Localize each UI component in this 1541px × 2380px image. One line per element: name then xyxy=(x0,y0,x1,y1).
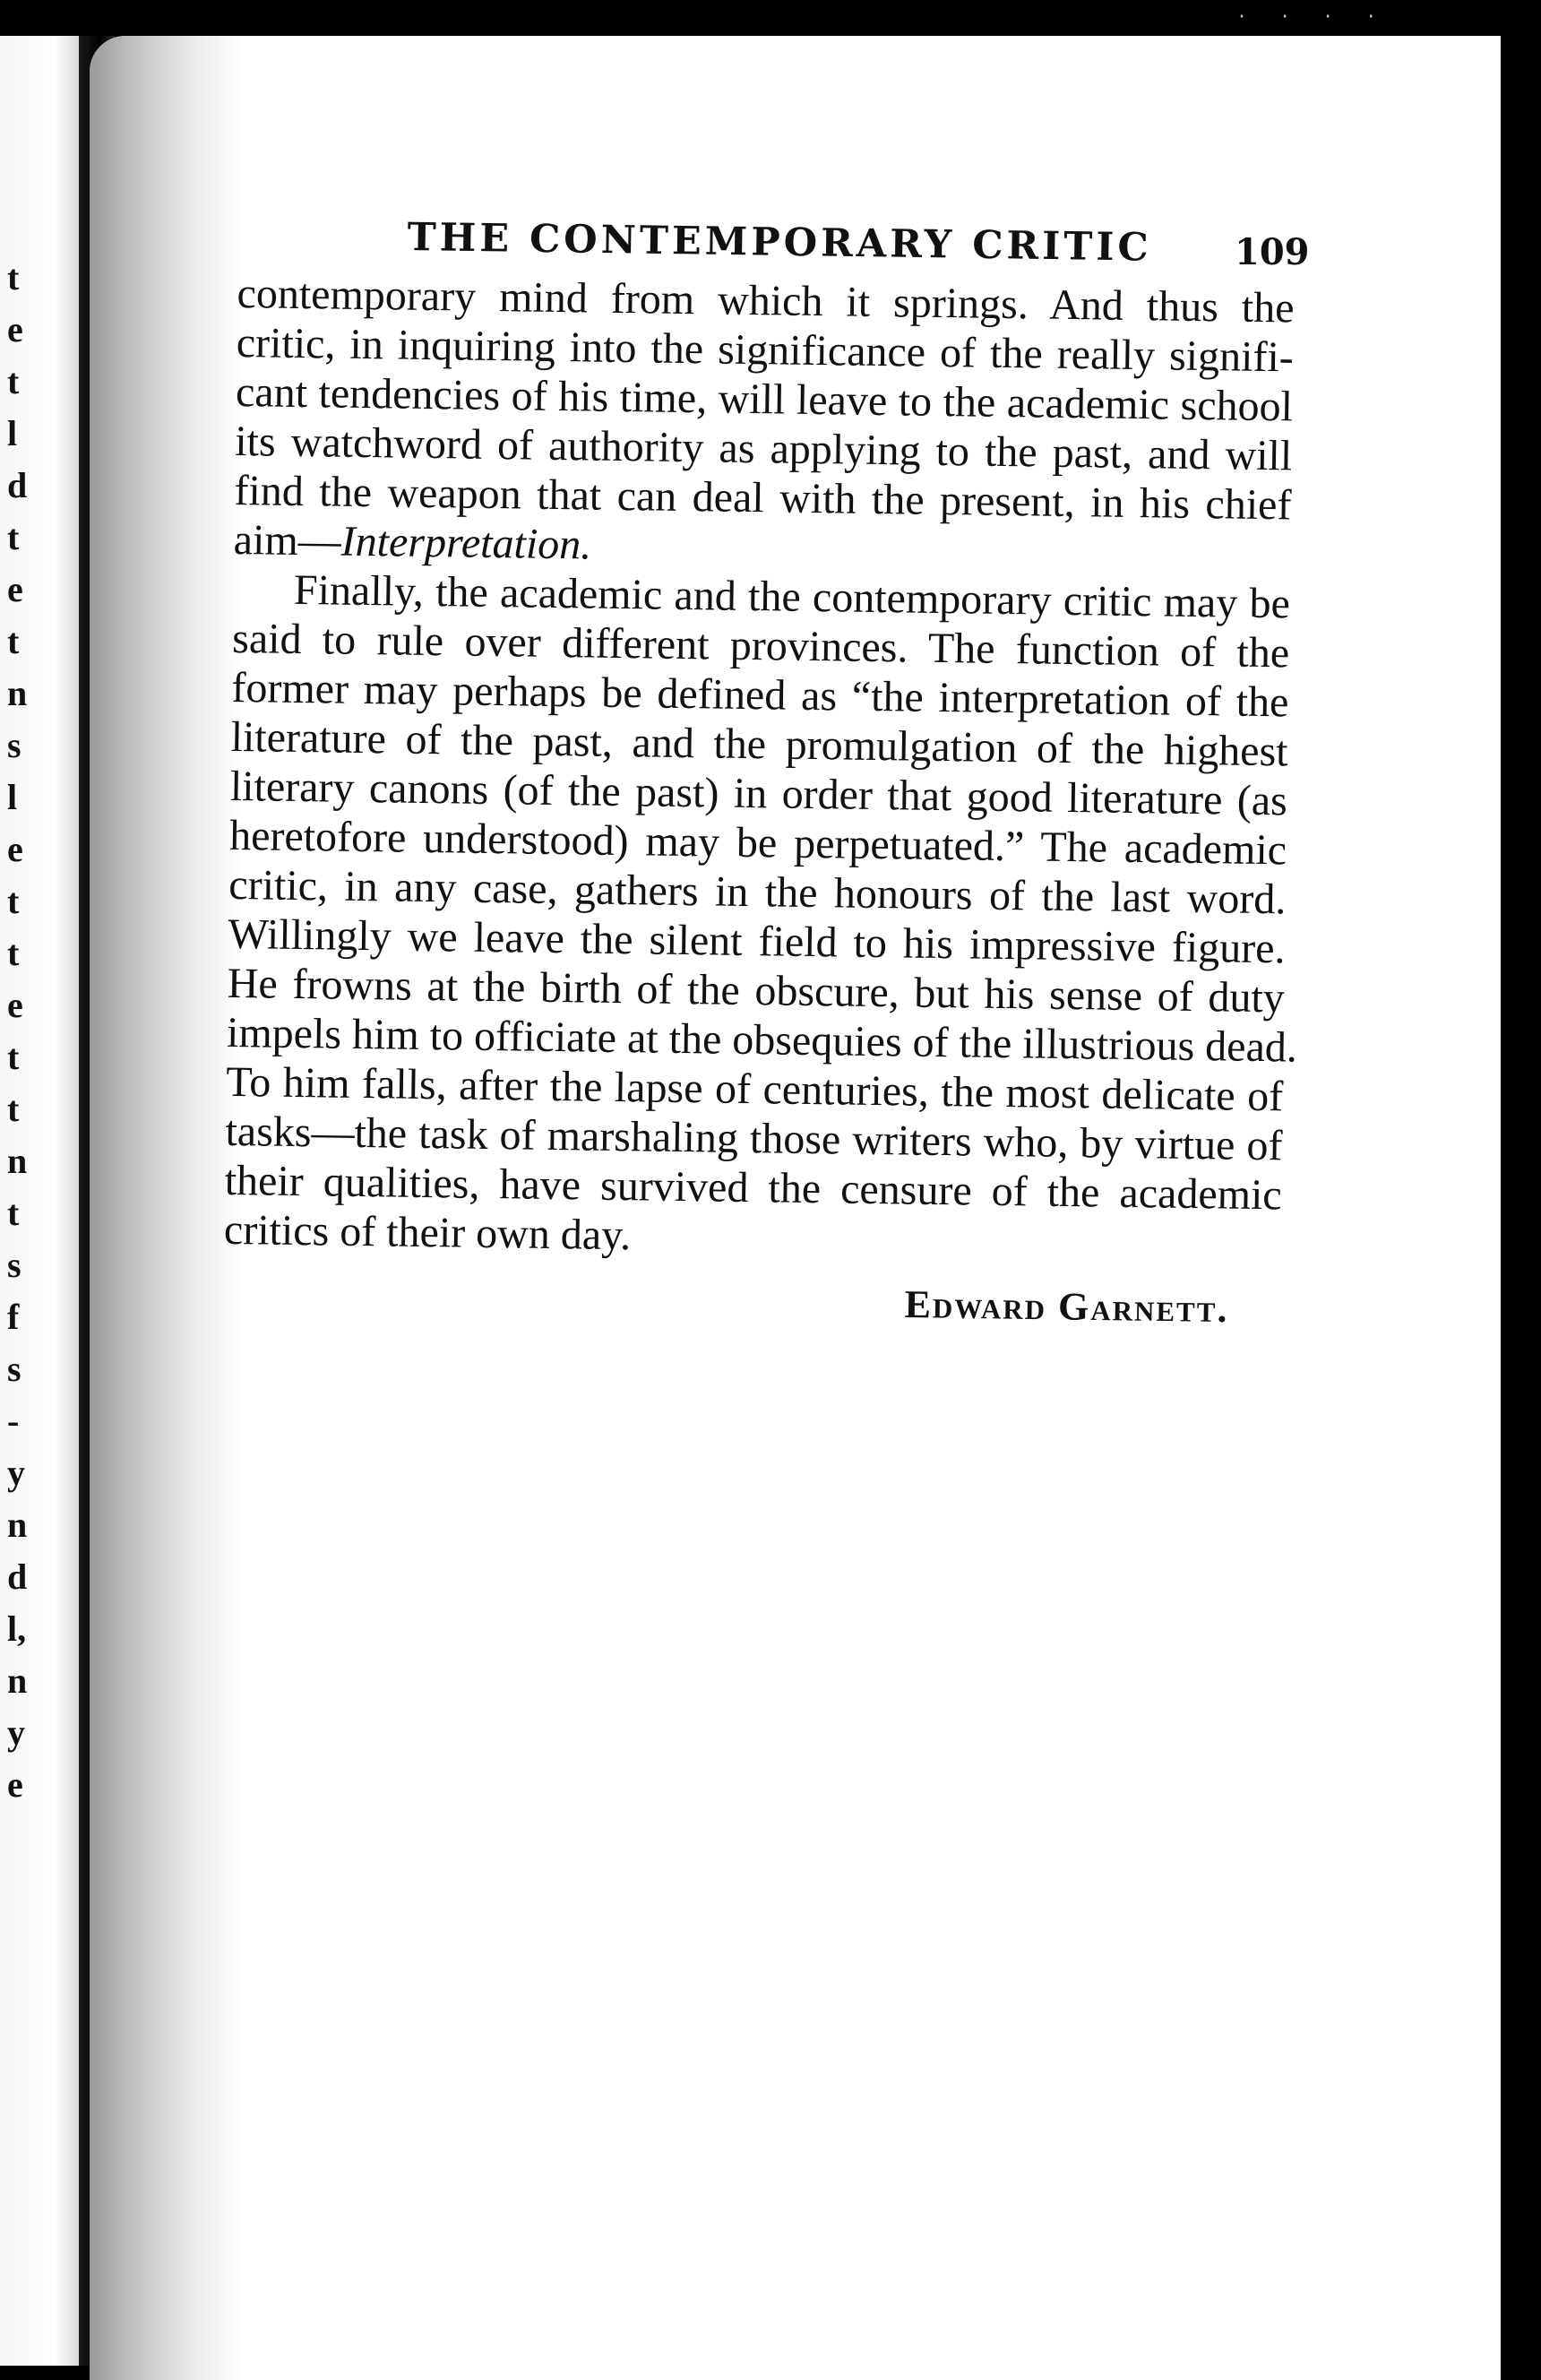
previous-page-letter: - xyxy=(7,1401,20,1441)
previous-page-letter: y xyxy=(7,1453,25,1493)
previous-page-letter: s xyxy=(7,1245,22,1285)
page-number: 109 xyxy=(1235,231,1310,273)
previous-page-letter: e xyxy=(7,829,23,869)
text-line: Finally, the academic and the contemporary critic may be xyxy=(293,565,1291,628)
previous-page-letter: n xyxy=(7,673,28,713)
author-signature: Edward Garnett. xyxy=(904,1281,1229,1332)
previous-page-letter: t xyxy=(7,257,20,298)
text-line: former may perhaps be defined as “the interpretation of the xyxy=(231,663,1289,727)
previous-page-letter: t xyxy=(7,1193,20,1233)
text-line: its watchword of authority as applying to the past, and will xyxy=(234,417,1293,480)
previous-page-letter: t xyxy=(7,361,20,401)
previous-page-letter: t xyxy=(7,881,20,921)
previous-page-letter: e xyxy=(7,309,23,349)
right-background-edge xyxy=(1501,54,1541,2380)
previous-page-letter: e xyxy=(7,569,23,609)
text-line: literature of the past, and the promulgation of the highest xyxy=(230,712,1288,776)
text-line: said to rule over different provinces. The function of the xyxy=(231,614,1290,677)
text-line: their qualities, have survived the censure of the academic xyxy=(224,1156,1283,1220)
running-header-title: THE CONTEMPORARY CRITIC xyxy=(407,215,1153,271)
previous-page-letter: l xyxy=(7,413,18,453)
previous-page-letter: l xyxy=(7,777,18,817)
previous-page-letter: e xyxy=(7,985,23,1025)
previous-page-letter: n xyxy=(7,1660,28,1701)
previous-page-letter: d xyxy=(7,465,28,505)
text-line: critic, in inquiring into the significance of the really signifi- xyxy=(236,318,1295,382)
text-line: Willingly we leave the silent field to his impressive figure. xyxy=(228,910,1286,973)
page-curl-shadow xyxy=(90,36,242,2380)
text-line-last: critics of their own day. xyxy=(223,1205,632,1260)
text-line: critic, in any case, gathers in the honours of the last word. xyxy=(228,860,1287,924)
text-line: He frowns at the birth of the obscure, but his sense of duty xyxy=(227,959,1286,1022)
previous-page-letter: t xyxy=(7,621,20,661)
body-text xyxy=(223,269,1298,1269)
text-line: heretofore understood) may be perpetuated.” The academic xyxy=(228,811,1287,875)
previous-page-letter: t xyxy=(7,1089,20,1129)
previous-page-letter: s xyxy=(7,725,22,765)
previous-page-letter: t xyxy=(7,1037,20,1077)
previous-page-letter: f xyxy=(7,1297,20,1337)
previous-page-margin-letters xyxy=(0,36,79,2366)
text-line: find the weapon that can deal with the present, in his chief xyxy=(234,466,1292,530)
previous-page-letter: s xyxy=(7,1349,22,1389)
text-line: literary canons (of the past) in order that good literature (as xyxy=(229,762,1288,825)
previous-page-letter: e xyxy=(7,1764,23,1805)
scan-noise: · · · · xyxy=(1236,5,1388,27)
italic-term: Interpretation. xyxy=(340,517,592,569)
previous-page-letter: n xyxy=(7,1505,28,1545)
text-line: cant tendencies of his time, will leave to the academic school xyxy=(235,367,1294,431)
previous-page-letter: y xyxy=(7,1712,25,1753)
text-line: contemporary mind from which it springs. And thus the xyxy=(237,269,1295,332)
text-fragment: aim— xyxy=(233,515,342,565)
previous-page-letter: t xyxy=(7,517,20,557)
text-line: To him falls, after the lapse of centuries, the most delicate of xyxy=(225,1057,1284,1121)
text-line: tasks—the task of marshaling those writers who, by virtue of xyxy=(225,1107,1283,1170)
previous-page-letter: t xyxy=(7,933,20,973)
previous-page-letter: n xyxy=(7,1141,28,1181)
previous-page-letter: l, xyxy=(7,1608,27,1649)
previous-page-edge xyxy=(0,36,79,2366)
text-line: impels him to officiate at the obsequies of the illustrious dead. xyxy=(226,1008,1298,1072)
previous-page-letter: d xyxy=(7,1556,28,1597)
